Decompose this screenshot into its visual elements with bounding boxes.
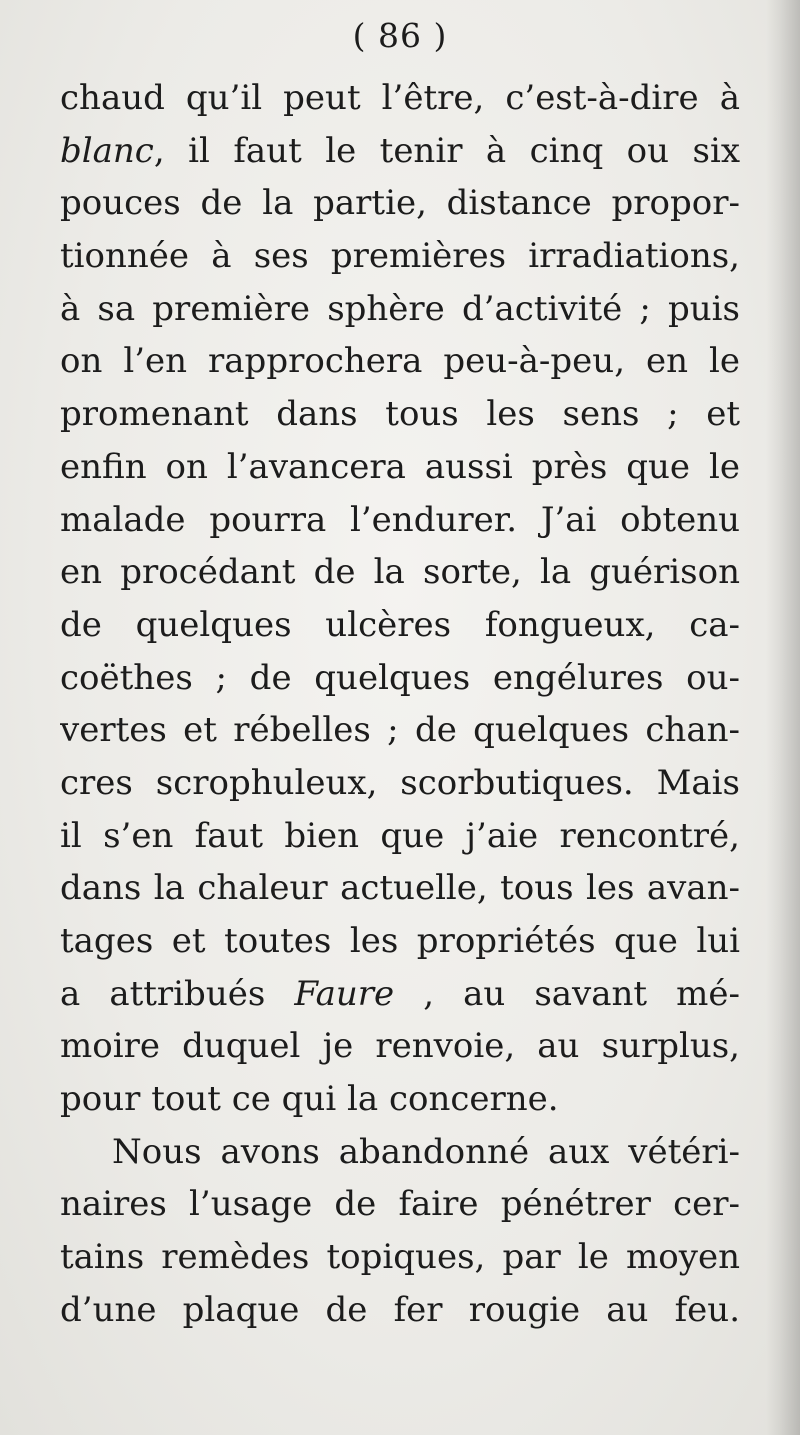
text-line: chaud qu’il peut l’être, c’est-à-dire à — [60, 78, 740, 118]
text-line: d’une plaque de fer rougie au feu. — [60, 1289, 740, 1330]
body-text — [60, 72, 740, 1337]
text-line: de quelques ulcères fongueux, ca- — [60, 604, 740, 645]
text-line: à sa première sphère d’activité ; puis — [60, 288, 740, 329]
text-line: enfin on l’avancera aussi près que le — [60, 446, 740, 487]
text-line: cres scrophuleux, scorbutiques. Mais — [60, 762, 740, 803]
text-line: moire duquel je renvoie, au surplus, — [60, 1026, 740, 1067]
text-line — [60, 125, 740, 178]
italic-text: blanc — [60, 130, 154, 171]
italic-text: Faure — [294, 973, 395, 1014]
text-line — [60, 968, 740, 1021]
page-gutter-shadow — [766, 0, 800, 1435]
text-segment: , au savant mé- — [394, 973, 740, 1014]
text-line: coëthes ; de quelques engélures ou- — [60, 657, 740, 698]
text-line: dans la chaleur actuelle, tous les avan- — [60, 868, 740, 909]
text-line: il s’en faut bien que j’aie rencontré, — [60, 815, 740, 856]
text-line: tages et toutes les propriétés que lui — [60, 921, 740, 961]
text-line: naires l’usage de faire pénétrer cer- — [60, 1184, 740, 1225]
text-line: en procédant de la sorte, la guérison — [60, 552, 740, 593]
text-line: tains remèdes topiques, par le moyen — [60, 1237, 740, 1278]
text-line: on l’en rapprochera peu-à-peu, en le — [60, 341, 740, 382]
text-line: pour tout ce qui la concerne. — [60, 1079, 559, 1120]
page-number: ( 86 ) — [352, 16, 448, 55]
text-segment: , il faut le tenir à cinq ou six — [153, 130, 740, 171]
text-line: vertes et rébelles ; de quelques chan- — [60, 710, 740, 751]
text-line: malade pourra l’endurer. J’ai obtenu — [60, 499, 740, 540]
text-line: pouces de la partie, distance propor- — [60, 183, 740, 224]
text-line: Nous avons abandonné aux vétéri- — [112, 1131, 740, 1172]
text-line: promenant dans tous les sens ; et — [60, 394, 740, 435]
text-segment: a attribués — [60, 973, 295, 1014]
text-line: tionnée à ses premières irradiations, — [60, 236, 740, 277]
